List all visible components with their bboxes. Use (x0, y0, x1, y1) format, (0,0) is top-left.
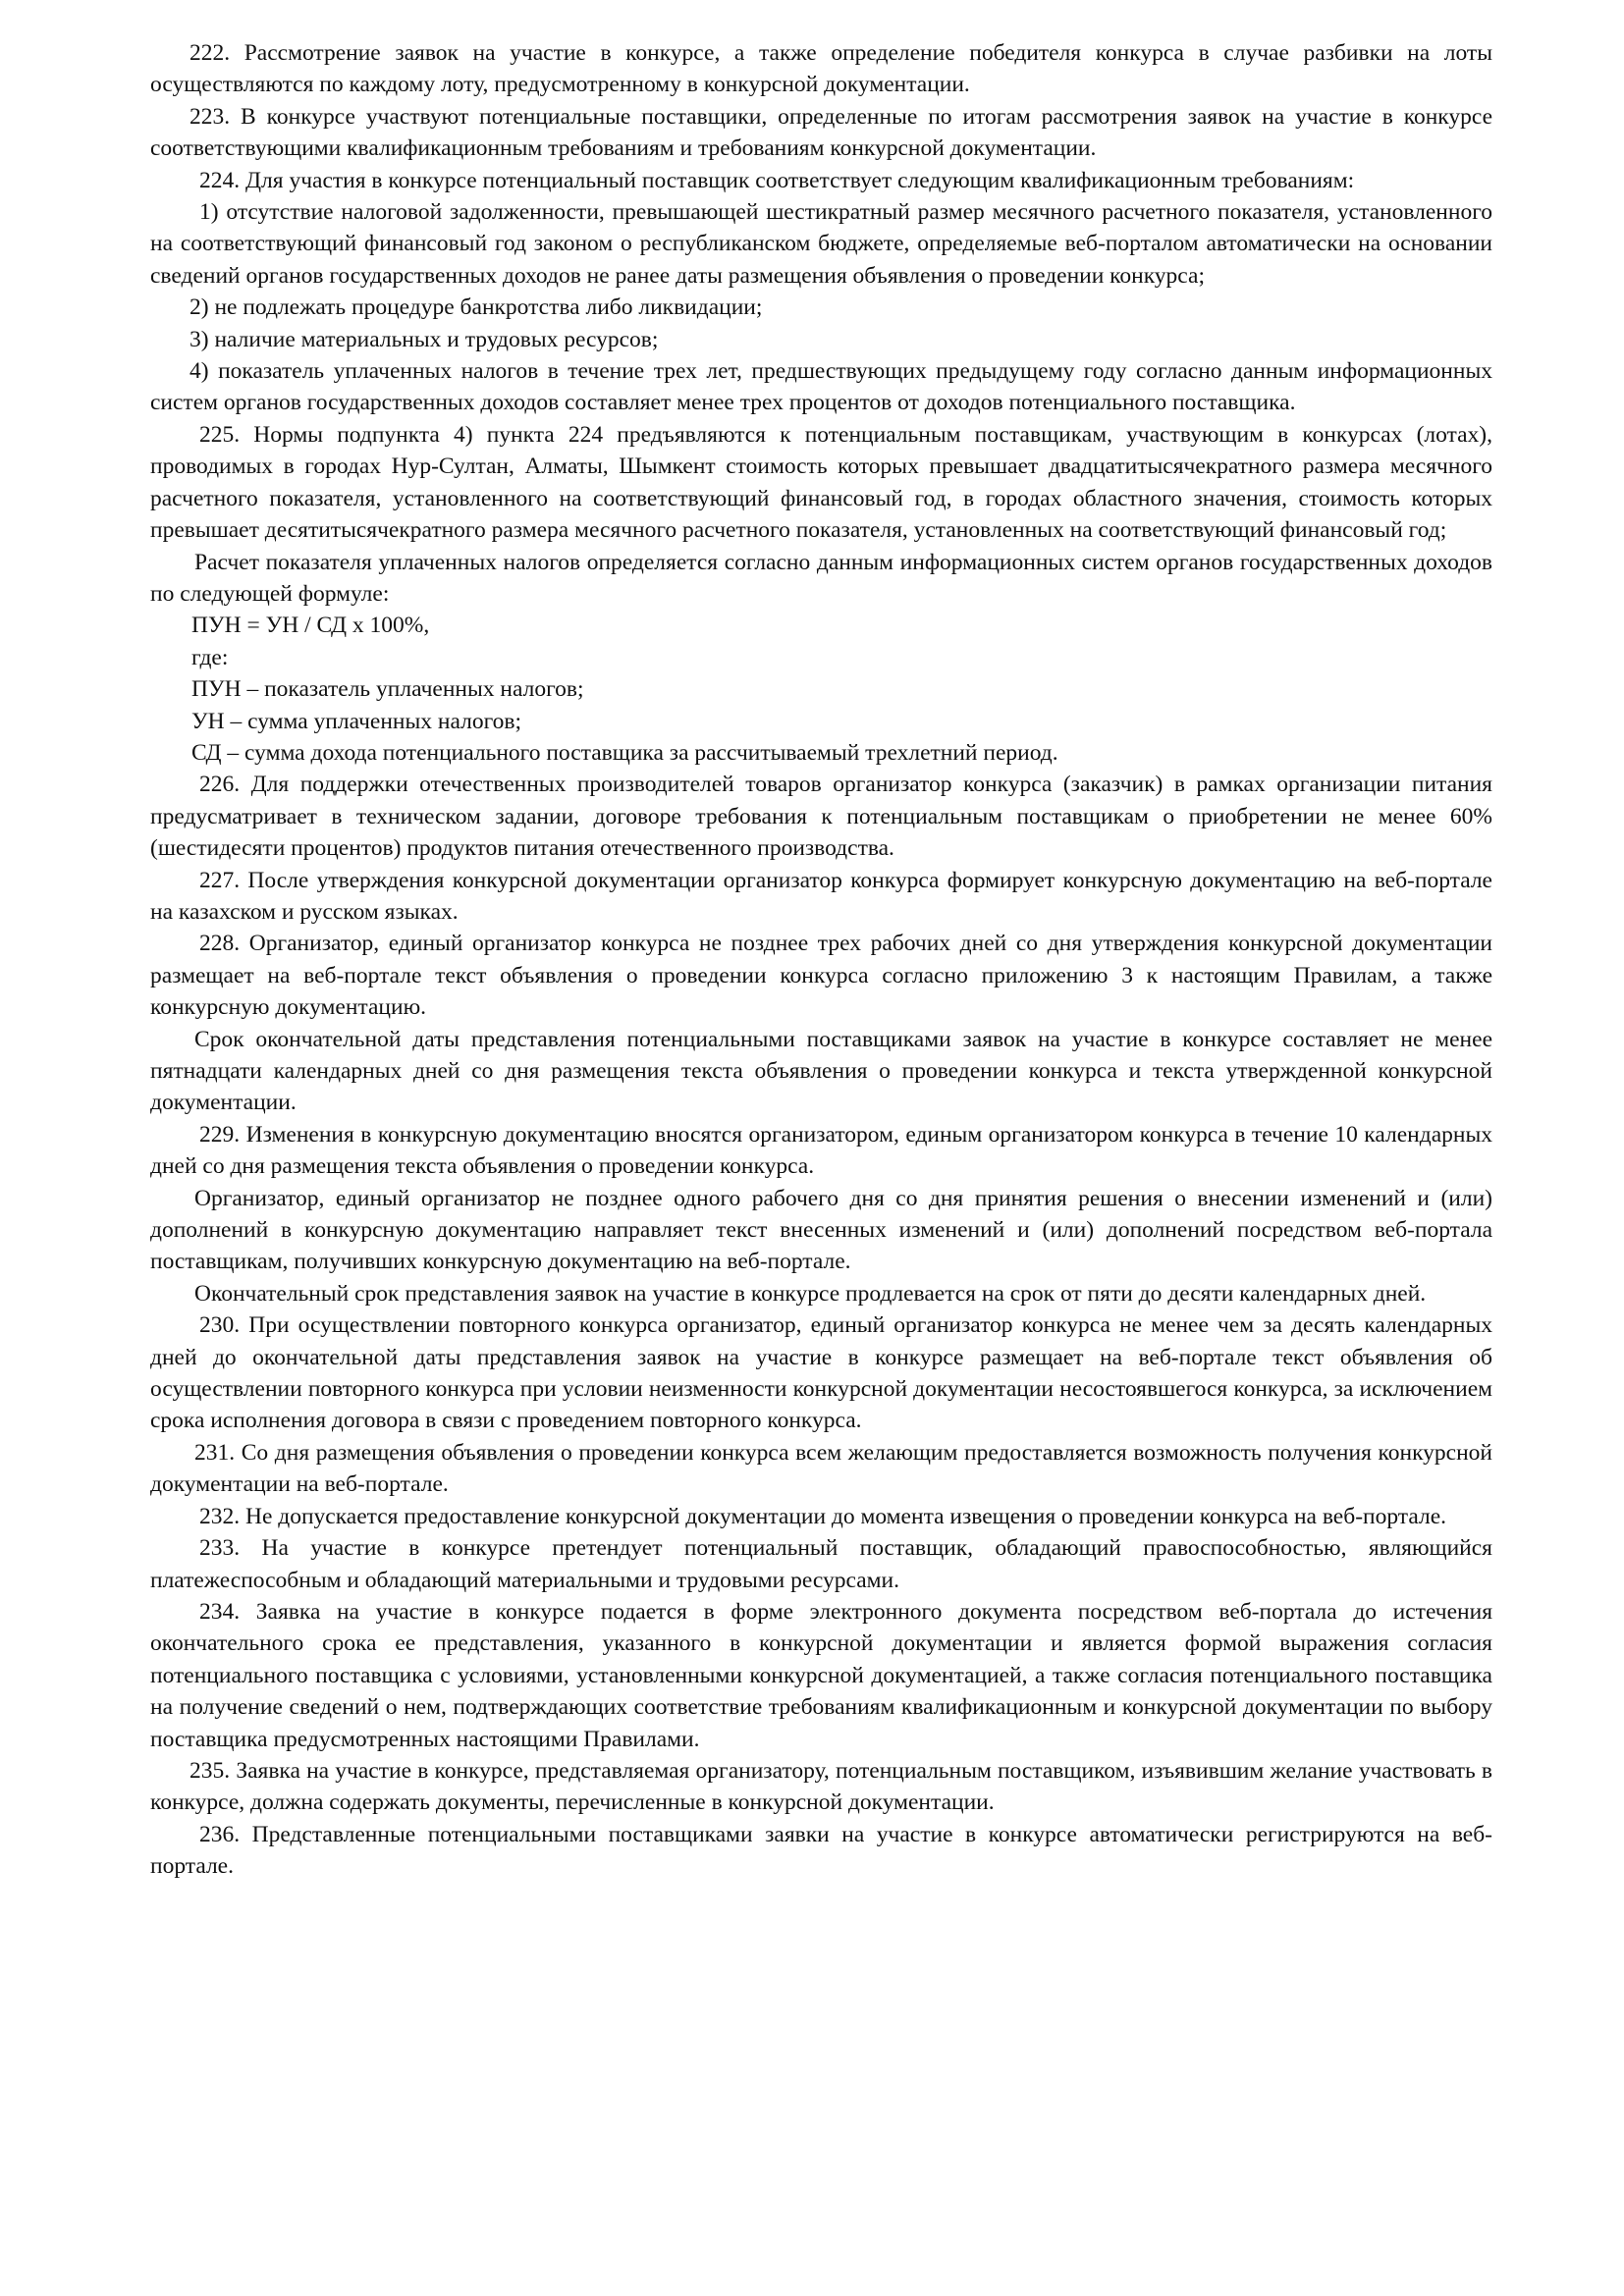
formula-definition-pun: ПУН – показатель уплаченных налогов; (191, 676, 584, 703)
paragraph-229: 229. Изменения в конкурсную документацию вносятся организатором, единым организатором конкурса в течение 10 календарных дней со дня размещения текста объявления о проведении конкурса. (150, 1121, 1492, 1180)
paragraph-231: 231. Со дня размещения объявления о проведении конкурса всем желающим предоставляется возможность получения конкурсной документации на веб-портале. (150, 1439, 1492, 1498)
paragraph-224-item-4: 4) показатель уплаченных налогов в течение трех лет, предшествующих предыдущему году согласно данным информационных систем органов государственных доходов составляет менее трех процентов от доходов потенциального поставщика. (150, 358, 1492, 416)
paragraph-229-extension: Окончательный срок представления заявок на участие в конкурсе продлевается на срок от пяти до десяти календарных дней. (194, 1280, 1427, 1307)
paragraph-tax-calculation: Расчет показателя уплаченных налогов определяется согласно данным информационных систем органов государственных доходов по следующей формуле: (150, 549, 1492, 607)
paragraph-236: 236. Представленные потенциальными поставщиками заявки на участие в конкурсе автоматически регистрируются на веб-портале. (150, 1821, 1492, 1880)
paragraph-222: 222. Рассмотрение заявок на участие в конкурсе, а также определение победителя конкурса в случае разбивки на лоты осуществляются по каждому лоту, предусмотренному в конкурсной документации. (150, 40, 1492, 98)
paragraph-233: 233. На участие в конкурсе претендует потенциальный поставщик, обладающий правоспособностью, являющийся платежеспособным и обладающий материальными и трудовыми ресурсами. (150, 1535, 1492, 1593)
paragraph-224-item-3: 3) наличие материальных и трудовых ресурсов; (189, 326, 659, 352)
formula-expression: ПУН = УН / СД х 100%, (191, 613, 430, 639)
document-page (150, 37, 1492, 1883)
paragraph-224: 224. Для участия в конкурсе потенциальный поставщик соответствует следующим квалификационным требованиям: (199, 167, 1355, 193)
formula-definition-sd: СД – сумма дохода потенциального поставщика за рассчитываемый трехлетний период. (191, 739, 1058, 766)
paragraph-224-item-1: 1) отсутствие налоговой задолженности, превышающей шестикратный размер месячного расчетного показателя, установленного на соответствующий финансовый год законом о республиканском бюджете, определяемые веб-порталом автоматически на основании сведений органов государственных доходов не ранее даты размещения объявления о проведении конкурса; (150, 199, 1492, 289)
paragraph-229-notice: Организатор, единый организатор не позднее одного рабочего дня со дня принятия решения о внесении изменений и (или) дополнений в конкурсную документацию направляет текст внесенных изменений и (или) дополнений посредством веб-портала поставщикам, получивших конкурсную документацию на веб-портале. (150, 1185, 1492, 1275)
paragraph-227: 227. После утверждения конкурсной документации организатор конкурса формирует конкурсную документацию на веб-портале на казахском и русском языках. (150, 867, 1492, 925)
paragraph-225: 225. Нормы подпункта 4) пункта 224 предъявляются к потенциальным поставщикам, участвующим в конкурсах (лотах), проводимых в городах Нур-Султан, Алматы, Шымкент стоимость которых превышает двадцатитысячекратного размера месячного расчетного показателя, установленного на соответствующий финансовый год, в городах областного значения, стоимость которых превышает десятитысячекратного размера месячного расчетного показателя, установленных на соответствующий финансовый год; (150, 421, 1492, 544)
paragraph-228-deadline: Срок окончательной даты представления потенциальными поставщиками заявок на участие в конкурсе составляет не менее пятнадцати календарных дней со дня размещения текста объявления о проведении конкурса и текста утвержденной конкурсной документации. (150, 1026, 1492, 1116)
paragraph-230: 230. При осуществлении повторного конкурса организатор, единый организатор конкурса не менее чем за десять календарных дней до окончательной даты представления заявок на участие в конкурсе размещает на веб-портале текст объявления об осуществлении повторного конкурса при условии неизменности конкурсной документации несостоявшегося конкурса, за исключением срока исполнения договора в связи с проведением повторного конкурса. (150, 1312, 1492, 1434)
paragraph-223: 223. В конкурсе участвуют потенциальные поставщики, определенные по итогам рассмотрения заявок на участие в конкурсе соответствующими квалификационным требованиям и требованиям конкурсной документации. (150, 103, 1492, 162)
paragraph-235: 235. Заявка на участие в конкурсе, представляемая организатору, потенциальным поставщиком, изъявившим желание участвовать в конкурсе, должна содержать документы, перечисленные в конкурсной документации. (150, 1757, 1492, 1816)
formula-definition-un: УН – сумма уплаченных налогов; (191, 708, 522, 734)
paragraph-226: 226. Для поддержки отечественных производителей товаров организатор конкурса (заказчик) в рамках организации питания предусматривает в техническом задании, договоре требования к потенциальным поставщикам о приобретении не менее 60% (шестидесяти процентов) продуктов питания отечественного производства. (150, 772, 1492, 862)
paragraph-224-item-2: 2) не подлежать процедуре банкротства либо ликвидации; (189, 294, 763, 321)
formula-where: где: (191, 644, 229, 670)
paragraph-232: 232. Не допускается предоставление конкурсной документации до момента извещения о проведении конкурса на веб-портале. (199, 1503, 1447, 1529)
paragraph-228: 228. Организатор, единый организатор конкурса не позднее трех рабочих дней со дня утверждения конкурсной документации размещает на веб-портале текст объявления о проведении конкурса согласно приложению 3 к настоящим Правилам, а также конкурсную документацию. (150, 931, 1492, 1021)
paragraph-234: 234. Заявка на участие в конкурсе подается в форме электронного документа посредством веб-портала до истечения окончательного срока ее представления, указанного в конкурсной документации и является формой выражения согласия потенциального поставщика с условиями, установленными конкурсной документацией, а также согласия потенциального поставщика на получение сведений о нем, подтверждающих соответствие требованиям квалификационным и конкурсной документации по выбору поставщика предусмотренных настоящими Правилами. (150, 1598, 1492, 1752)
